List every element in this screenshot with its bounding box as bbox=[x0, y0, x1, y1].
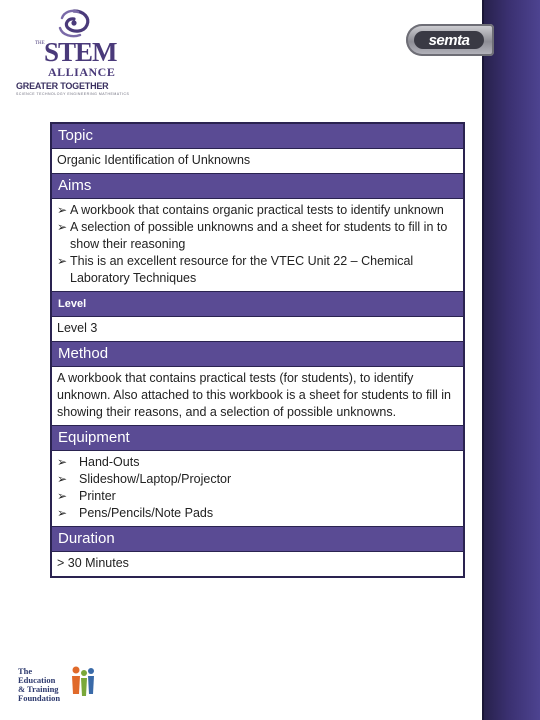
semta-logo bbox=[406, 24, 494, 56]
stem-alliance-logo bbox=[14, 8, 130, 96]
duration-heading: Duration bbox=[52, 527, 463, 552]
topic-body: Organic Identification of Unknowns bbox=[52, 149, 463, 174]
arrow-bullet-icon: ➢ bbox=[57, 455, 68, 469]
aims-heading: Aims bbox=[52, 174, 463, 199]
semta-wordmark: semta bbox=[428, 31, 470, 49]
method-heading: Method bbox=[52, 342, 463, 367]
topic-heading: Topic bbox=[52, 124, 463, 149]
arrow-bullet-icon: ➢ bbox=[57, 489, 68, 503]
equipment-list-item: ➢ Pens/Pencils/Note Pads bbox=[57, 506, 214, 520]
arrow-bullet-icon: ➢ bbox=[57, 254, 68, 268]
equipment-list-item: ➢ Printer bbox=[57, 489, 116, 503]
arrow-bullet-icon: ➢ bbox=[57, 506, 68, 520]
method-body: A workbook that contains practical tests (for students), to identify unknown. Also attached to this workbook is a sheet for students to fill in showing their reasons, and a selection of possible unknowns. bbox=[52, 367, 463, 426]
aims-list-item: ➢ A selection of possible unknowns and a sheet for students to fill in to show their reasoning bbox=[57, 220, 448, 251]
stem-tagline: SCIENCE TECHNOLOGY ENGINEERING MATHEMATICS bbox=[16, 92, 130, 96]
stem-alliance-text: ALLIANCE bbox=[48, 65, 116, 79]
arrow-bullet-icon: ➢ bbox=[57, 220, 68, 234]
stem-the-text: THE bbox=[35, 41, 45, 46]
aims-list bbox=[57, 202, 457, 287]
aims-body bbox=[52, 199, 463, 292]
aims-list-item: ➢ This is an excellent resource for the VTEC Unit 22 – Chemical Laboratory Techniques bbox=[57, 254, 414, 285]
etf-wordmark: The Education & Training Foundation bbox=[18, 666, 61, 703]
arrow-bullet-icon: ➢ bbox=[57, 203, 68, 217]
equipment-list bbox=[57, 454, 457, 522]
etf-figures-icon bbox=[70, 664, 96, 700]
greater-together-text: GREATER TOGETHER bbox=[16, 81, 109, 91]
aims-list-item: ➢ A workbook that contains organic practical tests to identify unknown bbox=[57, 203, 444, 217]
stem-swirl-icon bbox=[54, 8, 94, 40]
equipment-heading: Equipment bbox=[52, 426, 463, 451]
equipment-body bbox=[52, 451, 463, 527]
stem-wordmark: STEM bbox=[44, 37, 117, 67]
duration-body: > 30 Minutes bbox=[57, 556, 129, 570]
level-body: Level 3 bbox=[52, 317, 463, 342]
equipment-list-item: ➢ Slideshow/Laptop/Projector bbox=[57, 472, 232, 486]
right-decorative-band bbox=[482, 0, 540, 720]
lesson-info-table bbox=[50, 122, 465, 578]
equipment-list-item: ➢ Hand-Outs bbox=[57, 455, 140, 469]
arrow-bullet-icon: ➢ bbox=[57, 472, 68, 486]
etf-logo bbox=[14, 656, 98, 710]
semta-logo-inner bbox=[414, 31, 484, 49]
level-heading: Level bbox=[52, 292, 463, 317]
